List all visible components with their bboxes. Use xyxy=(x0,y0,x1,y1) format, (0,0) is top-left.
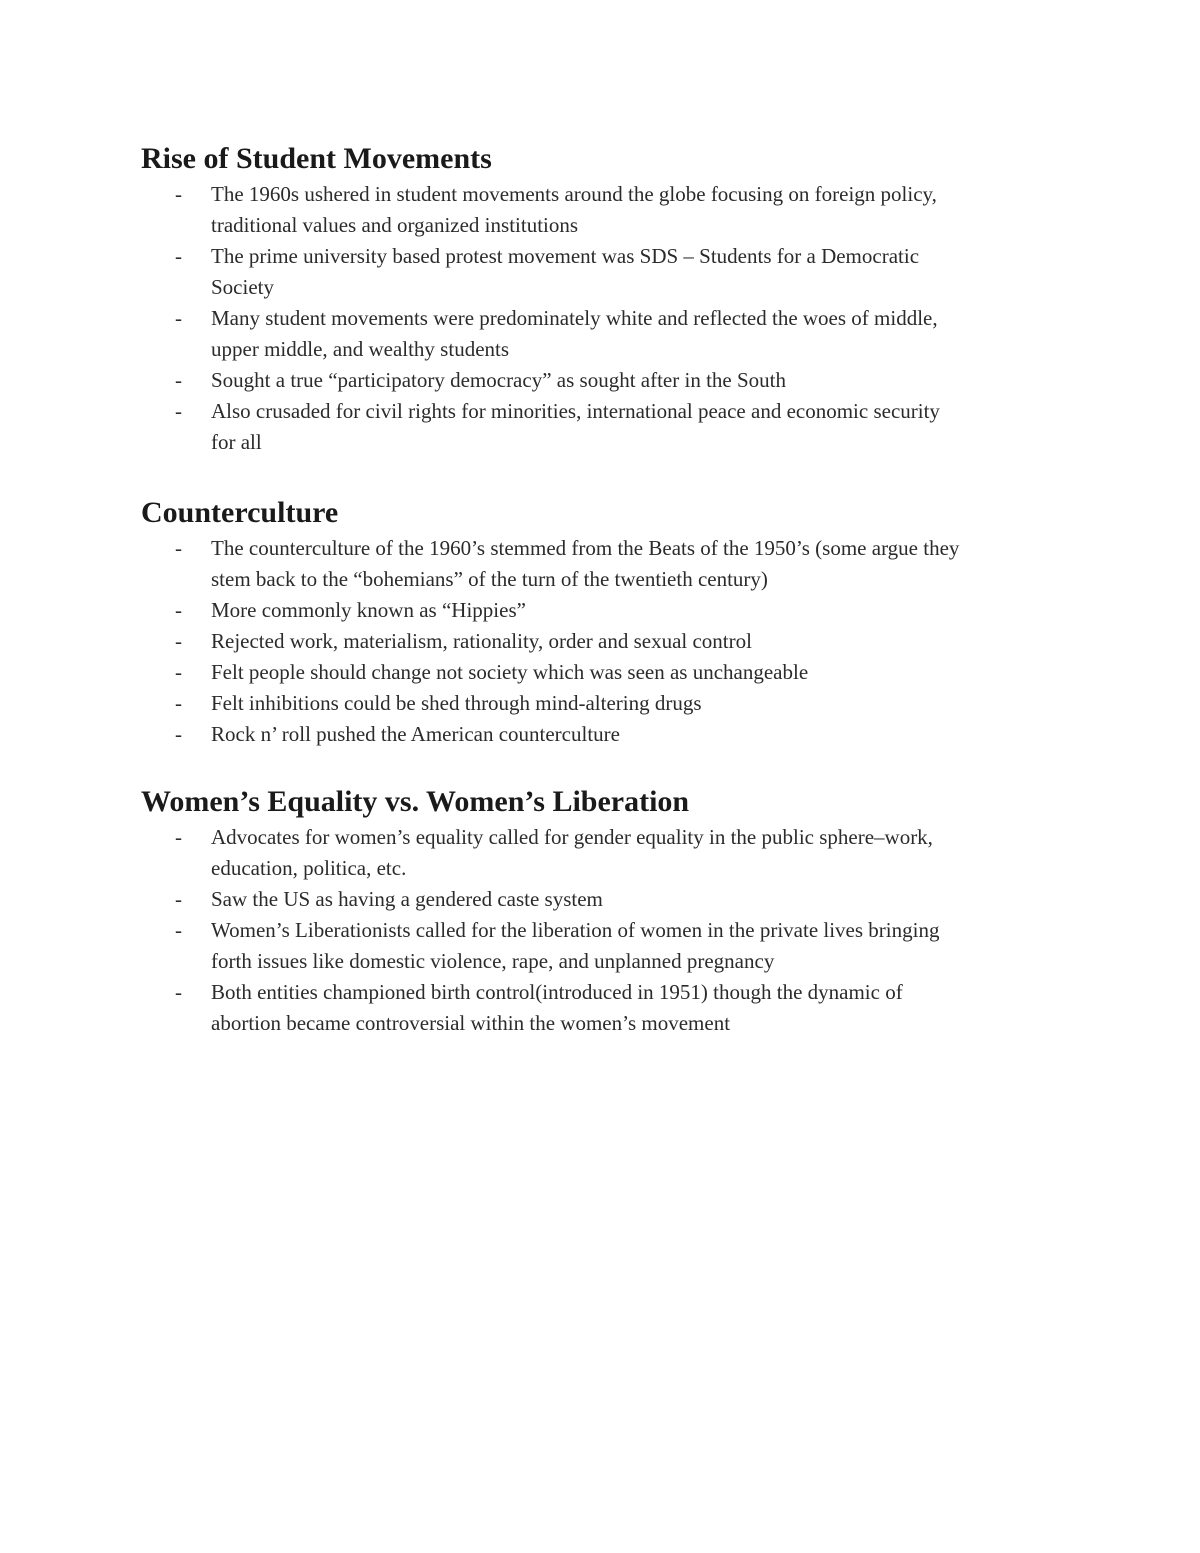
list-item xyxy=(141,657,1081,688)
list-item xyxy=(141,241,1081,303)
list-item xyxy=(141,884,1081,915)
list-item-text-line: abortion became controversial within the women’s movement xyxy=(211,1011,731,1035)
list-item-text-line: Rock n’ roll pushed the American counterculture xyxy=(211,722,620,746)
list-item xyxy=(141,533,1081,595)
list-item-text-line: The counterculture of the 1960’s stemmed from the Beats of the 1950’s (some argue they xyxy=(211,536,960,560)
list-item xyxy=(141,303,1081,365)
list-item-text-line: forth issues like domestic violence, rape, and unplanned pregnancy xyxy=(211,949,775,973)
list-item-text-line: The prime university based protest movement was SDS – Students for a Democratic xyxy=(211,244,920,268)
bullet-dash-marker: - xyxy=(175,244,182,268)
section-student-movements xyxy=(141,142,1081,458)
list-item xyxy=(141,595,1081,626)
bullet-dash-marker: - xyxy=(175,629,182,653)
bullet-dash-marker: - xyxy=(175,598,182,622)
list-item-text-line: Women’s Liberationists called for the liberation of women in the private lives bringing xyxy=(211,918,940,942)
list-item-text-line: Society xyxy=(211,275,274,299)
bullet-dash-marker: - xyxy=(175,536,182,560)
bullet-list xyxy=(141,179,1081,458)
section-counterculture xyxy=(141,496,1081,750)
bullet-dash-marker: - xyxy=(175,980,182,1004)
list-item xyxy=(141,626,1081,657)
list-item-text-line: Felt people should change not society which was seen as unchangeable xyxy=(211,660,809,684)
list-item xyxy=(141,365,1081,396)
list-item-text-line: More commonly known as “Hippies” xyxy=(211,598,526,622)
list-item-text-line: Advocates for women’s equality called for gender equality in the public sphere–work, xyxy=(211,825,933,849)
list-item-text-line: for all xyxy=(211,430,262,454)
list-item-text-line: Both entities championed birth control(introduced in 1951) though the dynamic of xyxy=(211,980,903,1004)
list-item-text-line: The 1960s ushered in student movements around the globe focusing on foreign policy, xyxy=(211,182,937,206)
bullet-dash-marker: - xyxy=(175,660,182,684)
bullet-dash-marker: - xyxy=(175,306,182,330)
list-item-text-line: Rejected work, materialism, rationality, order and sexual control xyxy=(211,629,752,653)
bullet-dash-marker: - xyxy=(175,368,182,392)
bullet-dash-marker: - xyxy=(175,918,182,942)
list-item xyxy=(141,977,1081,1039)
list-item xyxy=(141,822,1081,884)
bullet-list xyxy=(141,822,1081,1039)
section-womens-equality xyxy=(141,785,1081,1039)
bullet-dash-marker: - xyxy=(175,722,182,746)
section-heading: Counterculture xyxy=(141,496,339,529)
list-item-text-line: education, politica, etc. xyxy=(211,856,407,880)
list-item-text-line: stem back to the “bohemians” of the turn of the twentieth century) xyxy=(211,567,768,591)
list-item xyxy=(141,179,1081,241)
list-item-text-line: traditional values and organized institutions xyxy=(211,213,579,237)
list-item-text-line: upper middle, and wealthy students xyxy=(211,337,510,361)
bullet-dash-marker: - xyxy=(175,182,182,206)
list-item-text-line: Felt inhibitions could be shed through mind-altering drugs xyxy=(211,691,702,715)
bullet-dash-marker: - xyxy=(175,825,182,849)
bullet-dash-marker: - xyxy=(175,399,182,423)
bullet-dash-marker: - xyxy=(175,887,182,911)
list-item-text-line: Saw the US as having a gendered caste system xyxy=(211,887,603,911)
section-heading: Women’s Equality vs. Women’s Liberation xyxy=(141,785,690,818)
list-item-text-line: Many student movements were predominately white and reflected the woes of middle, xyxy=(211,306,938,330)
section-heading: Rise of Student Movements xyxy=(141,142,492,175)
list-item xyxy=(141,688,1081,719)
list-item-text-line: Sought a true “participatory democracy” as sought after in the South xyxy=(211,368,786,392)
list-item-text-line: Also crusaded for civil rights for minorities, international peace and economic security xyxy=(211,399,940,423)
list-item xyxy=(141,915,1081,977)
bullet-dash-marker: - xyxy=(175,691,182,715)
bullet-list xyxy=(141,533,1081,750)
list-item xyxy=(141,396,1081,458)
list-item xyxy=(141,719,1081,750)
